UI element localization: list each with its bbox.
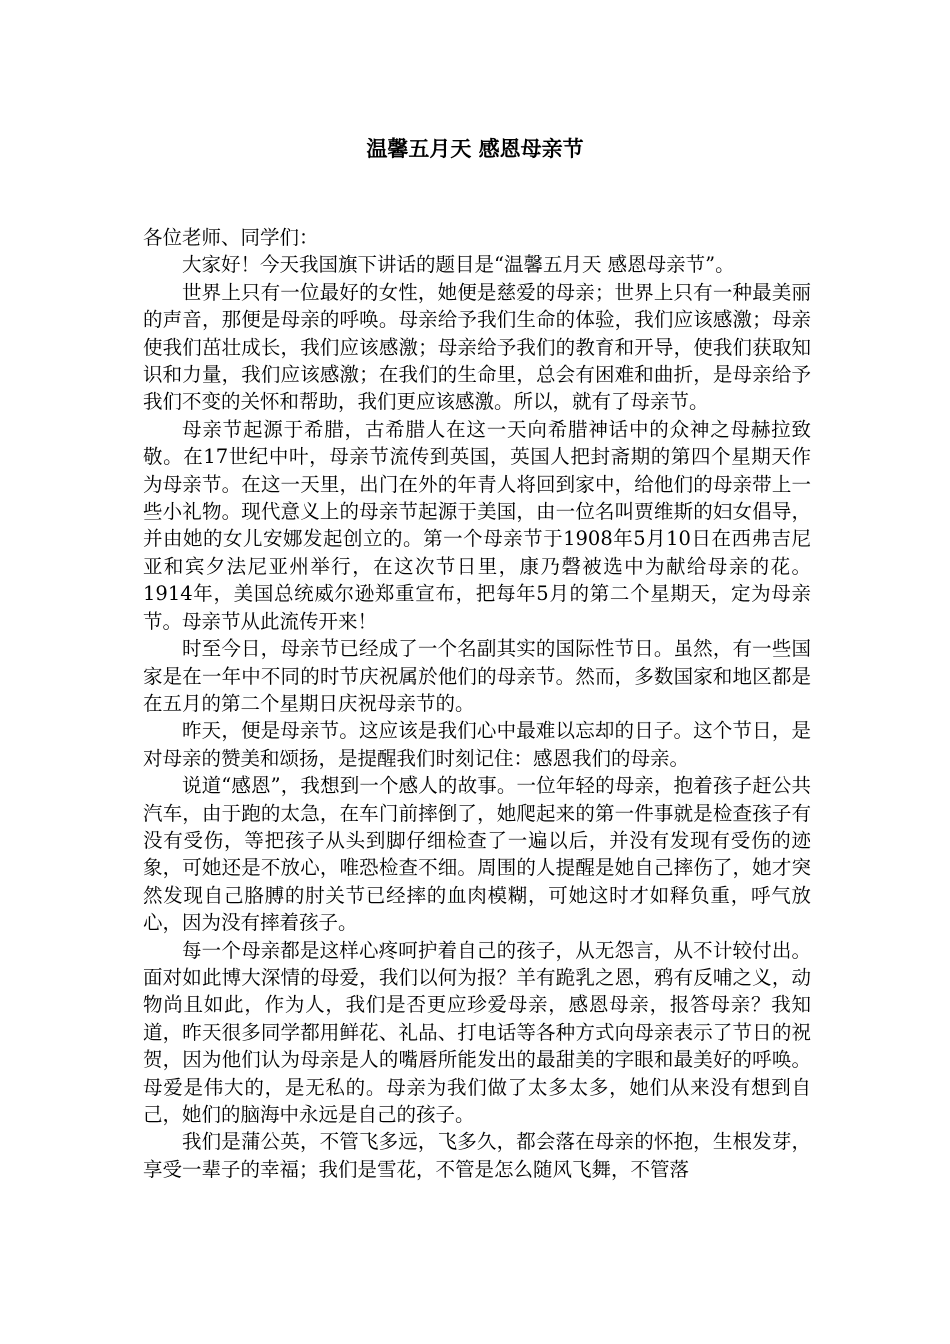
paragraph: 世界上只有一位最好的女性，她便是慈爱的母亲；世界上只有一种最美丽的声音，那便是母亲的呼唤。母亲给予我们生命的体验，我们应该感激；母亲使我们茁壮成长，我们应该感激；母亲给予我们的教育和开导，使我们获取知识和力量，我们应该感激；在我们的生命里，总会有困难和曲折，是母亲给予我们不变的关怀和帮助，我们更应该感激。所以，就有了母亲节。 [143,280,811,414]
paragraph: 时至今日，母亲节已经成了一个名副其实的国际性节日。虽然，有一些国家是在一年中不同的时节庆祝属於他们的母亲节。然而，多数国家和地区都是在五月的第二个星期日庆祝母亲节的。 [143,637,811,715]
paragraph: 母亲节起源于希腊，古希腊人在这一天向希腊神话中的众神之母赫拉致敬。在17世纪中叶，母亲节流传到英国，英国人把封斋期的第四个星期天作为母亲节。在这一天里，出门在外的年青人将回到家中，给他们的母亲带上一些小礼物。现代意义上的母亲节起源于美国，由一位名叫贾维斯的妇女倡导，并由她的女儿安娜发起创立的。第一个母亲节于1908年5月10日在西弗吉尼亚和宾夕法尼亚州举行，在这次节日里，康乃磬被选中为献给母亲的花。1914年，美国总统威尔逊郑重宣布，把每年5月的第二个星期天，定为母亲节。母亲节从此流传开来！ [143,417,811,633]
document-body [143,224,811,1183]
paragraph: 每一个母亲都是这样心疼呵护着自己的孩子，从无怨言，从不计较付出。面对如此博大深情的母爱，我们以何为报？羊有跪乳之恩，鸦有反哺之义，动物尚且如此，作为人，我们是否更应珍爱母亲，感恩母亲，报答母亲？我知道，昨天很多同学都用鲜花、礼品、打电话等各种方式向母亲表示了节日的祝贺，因为他们认为母亲是人的嘴唇所能发出的最甜美的字眼和最美好的呼唤。母爱是伟大的，是无私的。母亲为我们做了太多太多，她们从来没有想到自己，她们的脑海中永远是自己的孩子。 [143,938,811,1126]
salutation: 各位老师、同学们： [143,226,319,249]
page-title: 温馨五月天 感恩母亲节 [366,137,584,161]
paragraph: 我们是蒲公英，不管飞多远，飞多久，都会落在母亲的怀抱，生根发芽，享受一辈子的幸福；我们是雪花，不管是怎么随风飞舞，不管落 [143,1130,811,1181]
paragraph: 昨天，便是母亲节。这应该是我们心中最难以忘却的日子。这个节日，是对母亲的赞美和颂扬，是提醒我们时刻记住：感恩我们的母亲。 [143,719,811,770]
paragraph: 说道“感恩”，我想到一个感人的故事。一位年轻的母亲，抱着孩子赶公共汽车，由于跑的太急，在车门前摔倒了，她爬起来的第一件事就是检查孩子有没有受伤，等把孩子从头到脚仔细检查了一遍以后，并没有发现有受伤的迹象，可她还是不放心，唯恐检查不细。周围的人提醒是她自己摔伤了，她才突然发现自己胳膊的肘关节已经摔的血肉模糊，可她这时才如释负重，呼气放心，因为没有摔着孩子。 [143,774,811,935]
paragraph: 大家好！今天我国旗下讲话的题目是“温馨五月天 感恩母亲节”。 [182,253,735,277]
